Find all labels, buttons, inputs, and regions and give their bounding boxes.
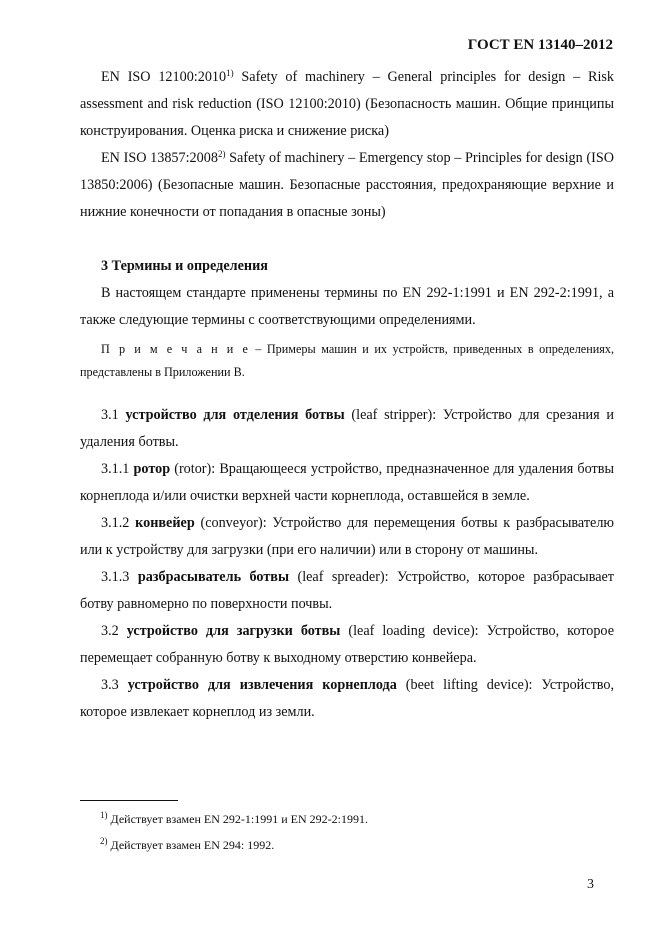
term-name: разбрасыватель ботвы [137,569,290,585]
term-definition [80,510,614,564]
term-name: устройство для извлечения корнеплода [127,677,397,693]
footnote-text: Действует взамен EN 292-1:1991 и EN 292-2:1991. [107,812,368,826]
term-number: 3.3 [101,677,128,693]
footnote-mark: 2) [217,149,226,159]
term-definition [80,402,614,456]
page-number: 3 [587,877,594,892]
term-definition [80,456,614,510]
reference-text: Safety of machinery – Emergency stop – Principles for design (ISO 13850:2006) (Безопасные машин. Безопасные расстояния, предохраняющие верхние и нижние конечности от попадания в опасные зоны) [80,150,615,220]
note-paragraph [80,338,614,384]
term-text: (conveyor): Устройство для перемещения ботвы к разбрасывателю или к устройству для загрузки (при его наличии) или в сторону от машины. [80,515,614,558]
term-number: 3.1.3 [101,569,138,585]
reference-entry [80,64,614,145]
term-number: 3.1.2 [101,515,136,531]
footnote-mark: 1) [100,810,108,820]
reference-code: EN ISO 13857:2008 [101,150,218,166]
footnotes [80,806,614,858]
term-text: (leaf stripper): Устройство для срезания и удаления ботвы. [80,407,614,450]
term-definition [80,564,614,618]
term-text: (leaf spreader): Устройство, которое разбрасывает ботву равномерно по поверхности почвы. [80,569,615,612]
reference-code: EN ISO 12100:2010 [101,69,227,85]
term-text: (leaf loading device): Устройство, которое перемещает собранную ботву к выходному отверстию конвейера. [80,623,615,666]
term-name: конвейер [135,515,195,531]
footnote-mark: 1) [226,68,234,78]
reference-text: Safety of machinery – General principles for design – Risk assessment and risk reduction (ISO 12100:2010) (Безопасность машин. Общие принципы конструирования. Оценка риска и снижение риска) [80,69,614,139]
term-name: устройство для загрузки ботвы [126,623,341,639]
note-text: – Примеры машин и их устройств, приведенных в определениях, представлены в Приложении В. [80,342,614,379]
term-number: 3.1.1 [101,461,134,477]
term-definition [80,618,614,672]
term-name: устройство для отделения ботвы [125,407,345,423]
note-label: П р и м е ч а н и е [101,342,250,356]
section-intro: В настоящем стандарте применены термины по EN 292-1:1991 и EN 292-2:1991, а также следующие термины с соответствующими определениями. [80,285,614,328]
term-text: (beet lifting device): Устройство, которое извлекает корнеплод из земли. [80,677,615,720]
term-number: 3.1 [101,407,126,423]
footnote-mark: 2) [100,836,108,846]
term-name: ротор [133,461,171,477]
term-definition [80,672,614,726]
footnote-item [80,832,614,858]
term-number: 3.2 [101,623,127,639]
term-text: (rotor): Вращающееся устройство, предназначенное для удаления ботвы корнеплода и/или очистки верхней части корнеплода, оставшейся в земле. [80,461,614,504]
footnote-text: Действует взамен EN 294: 1992. [107,838,275,852]
document-header: ГОСТ EN 13140–2012 [467,37,613,53]
document-body [80,64,614,726]
reference-entry [80,145,614,226]
section-heading: 3 Термины и определения [101,258,268,274]
footnote-divider [80,800,178,801]
footnote-item [80,806,614,832]
